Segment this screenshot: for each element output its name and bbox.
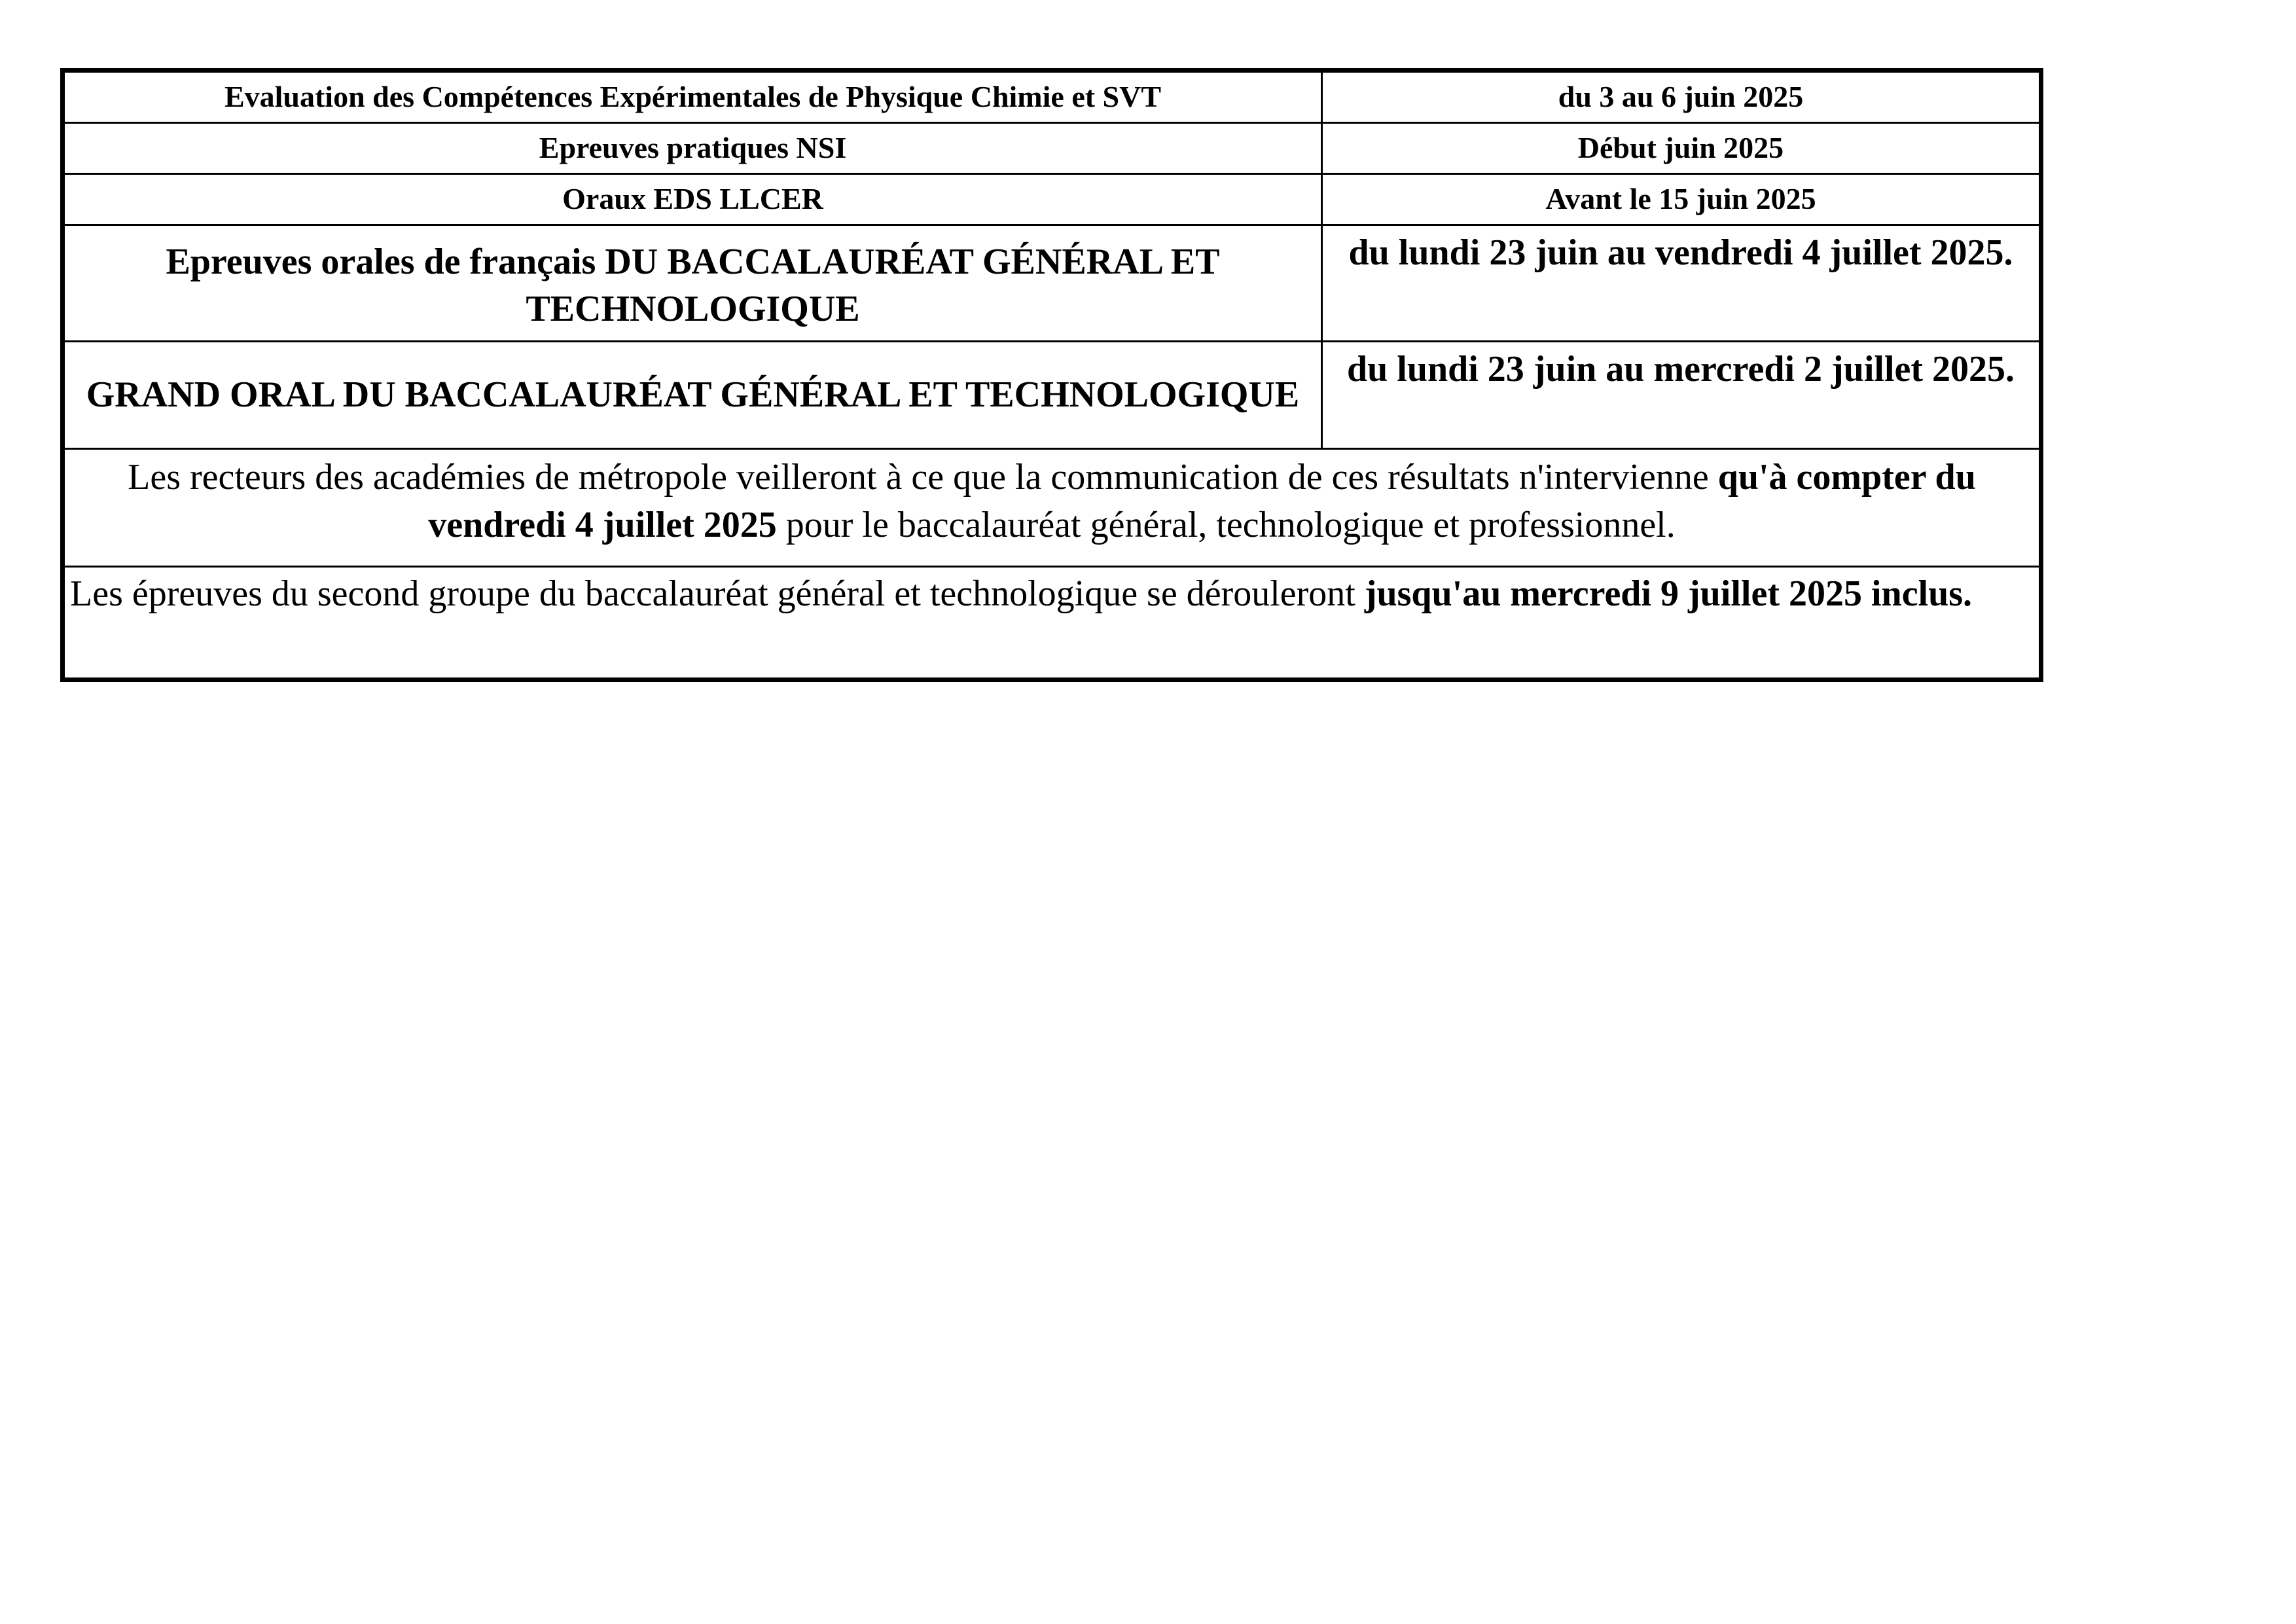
exam-label: GRAND ORAL DU BACCALAURÉAT GÉNÉRAL ET TECHNOLOGIQUE <box>65 342 1323 448</box>
results-note-date: qu'à compter du vendredi 4 juillet 2025 <box>428 457 1976 545</box>
table-row <box>65 73 2039 124</box>
second-group-note-text: Les épreuves du second groupe du baccalauréat général et technologique se dérouleront <box>70 573 1365 614</box>
table-row <box>65 226 2039 342</box>
exam-label: Oraux EDS LLCER <box>65 175 1323 224</box>
exam-schedule-table <box>60 68 2043 682</box>
table-row <box>65 175 2039 226</box>
table-row <box>65 342 2039 450</box>
results-note-text: Les recteurs des académies de métropole veilleront à ce que la communication de ces résultats n'intervienne <box>128 457 1718 497</box>
exam-label: Epreuves orales de français DU BACCALAURÉAT GÉNÉRAL ET TECHNOLOGIQUE <box>65 226 1323 340</box>
results-note-text-end: pour le baccalauréat général, technologique et professionnel. <box>776 504 1676 545</box>
exam-date: Début juin 2025 <box>1577 131 1784 165</box>
second-group-note <box>65 568 2039 677</box>
second-group-note-date: jusqu'au mercredi 9 juillet 2025 inclus. <box>1364 573 1973 614</box>
exam-date: Avant le 15 juin 2025 <box>1545 182 1816 216</box>
exam-label: Epreuves pratiques NSI <box>65 124 1323 173</box>
results-note <box>65 450 2039 568</box>
exam-label: Evaluation des Compétences Expérimentales de Physique Chimie et SVT <box>65 73 1323 122</box>
exam-date: du lundi 23 juin au vendredi 4 juillet 2025. <box>1348 232 2013 273</box>
exam-date: du 3 au 6 juin 2025 <box>1558 80 1804 114</box>
table-row <box>65 124 2039 175</box>
exam-date: du lundi 23 juin au mercredi 2 juillet 2025. <box>1346 349 2015 389</box>
